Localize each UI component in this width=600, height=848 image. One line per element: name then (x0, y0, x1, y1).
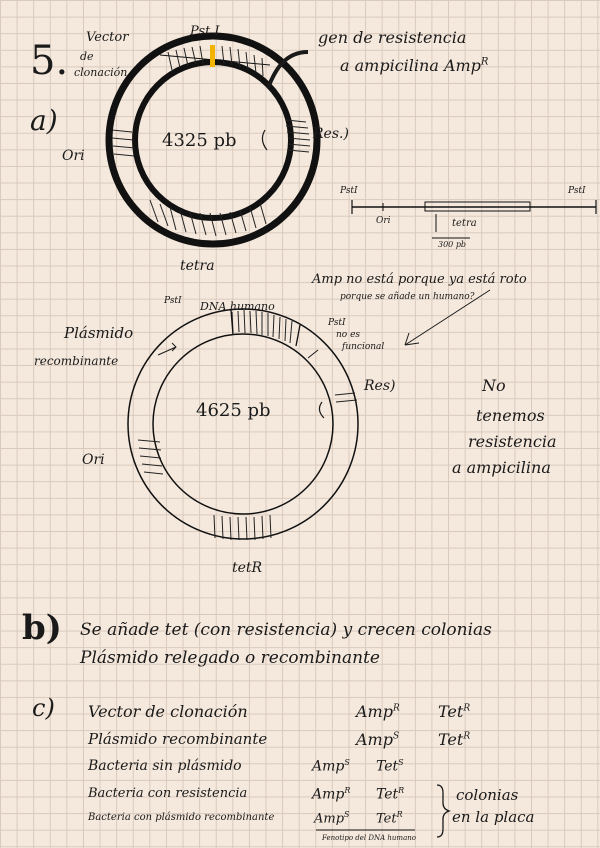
part-b-label: b) (22, 608, 62, 648)
recomb-dna-label: DNA humano (200, 300, 275, 313)
gene-note-2: a ampicilina Amp$^R$ (340, 56, 489, 75)
row-tet: Tet$^R$ (376, 786, 405, 803)
recomb-no-es-1: no es (336, 330, 361, 340)
recomb-pst-left: PstI (164, 296, 182, 306)
amp-note-1: Amp no está porque ya está roto (312, 272, 527, 287)
recombinant-title-1: Plásmido (64, 324, 134, 342)
linear-left-site: PstI (340, 186, 358, 196)
amp-note-2: porque se añade un humano? (340, 292, 475, 302)
vector-title-3: clonación (74, 66, 128, 79)
row-amp: Amp$^S$ (314, 810, 350, 827)
no-res-2: tenemos (476, 406, 545, 425)
vector-pst-site: Pst I (190, 24, 220, 39)
recomb-tetr-label: tetR (232, 560, 263, 576)
row-tet: Tet$^R$ (438, 730, 471, 749)
recomb-pst-right: PstI (328, 318, 346, 328)
row-name: Bacteria con plásmido recombinante (88, 812, 275, 823)
gene-note-1: gen de resistencia (318, 28, 467, 47)
linear-distance: 300 pb (438, 240, 467, 249)
footnote: Fenotipo del DNA humano (322, 834, 416, 842)
tetr-hatch (214, 515, 271, 540)
recombinant-title-2: recombinante (34, 354, 119, 368)
linear-ori: Ori (376, 216, 391, 226)
vector-res-label: Res.) (313, 126, 349, 142)
vector-ori-label: Ori (62, 148, 85, 164)
recomb-ori-label: Ori (82, 452, 105, 468)
no-res-1: No (482, 376, 506, 395)
row-tet: Tet$^S$ (376, 758, 404, 775)
recombinant-plasmid-map (128, 290, 490, 540)
vector-title-1: Vector (86, 30, 129, 45)
row-amp: Amp$^S$ (356, 730, 400, 749)
vector-title-2: de (80, 50, 94, 63)
pst-site-marker (210, 45, 215, 67)
vector-size: 4325 pb (162, 130, 237, 151)
row-name: Bacteria sin plásmido (88, 758, 242, 774)
part-b-line-2: Plásmido relegado o recombinante (80, 648, 380, 668)
row-name: Plásmido recombinante (88, 730, 268, 748)
linear-tetra: tetra (452, 218, 477, 229)
row-amp: Amp$^R$ (356, 702, 400, 721)
linear-right-site: PstI (568, 186, 586, 196)
recomb-res-label: Res) (364, 378, 396, 394)
row-name: Vector de clonación (88, 702, 248, 721)
vector-tetra-label: tetra (180, 258, 215, 274)
row-name: Bacteria con resistencia (88, 786, 248, 801)
recomb-no-es-2: funcional (342, 342, 385, 352)
bracket-note-2: en la placa (452, 808, 535, 826)
part-a-label: a) (30, 104, 58, 137)
row-amp: Amp$^S$ (312, 758, 350, 775)
row-tet: Tet$^R$ (438, 702, 471, 721)
row-tet: Tet$^R$ (376, 810, 403, 827)
no-res-3: resistencia (468, 432, 557, 451)
row-amp: Amp$^R$ (312, 786, 351, 803)
bracket-note-1: colonias (456, 786, 519, 804)
part-c-label: c) (32, 694, 55, 722)
ori-hatch (112, 130, 135, 156)
dna-insert-hatch (232, 310, 292, 343)
recomb-size: 4625 pb (196, 400, 271, 421)
part-b-line-1: Se añade tet (con resistencia) y crecen colonias (80, 620, 492, 640)
problem-number: 5. (30, 38, 69, 84)
no-res-4: a ampicilina (452, 458, 551, 477)
